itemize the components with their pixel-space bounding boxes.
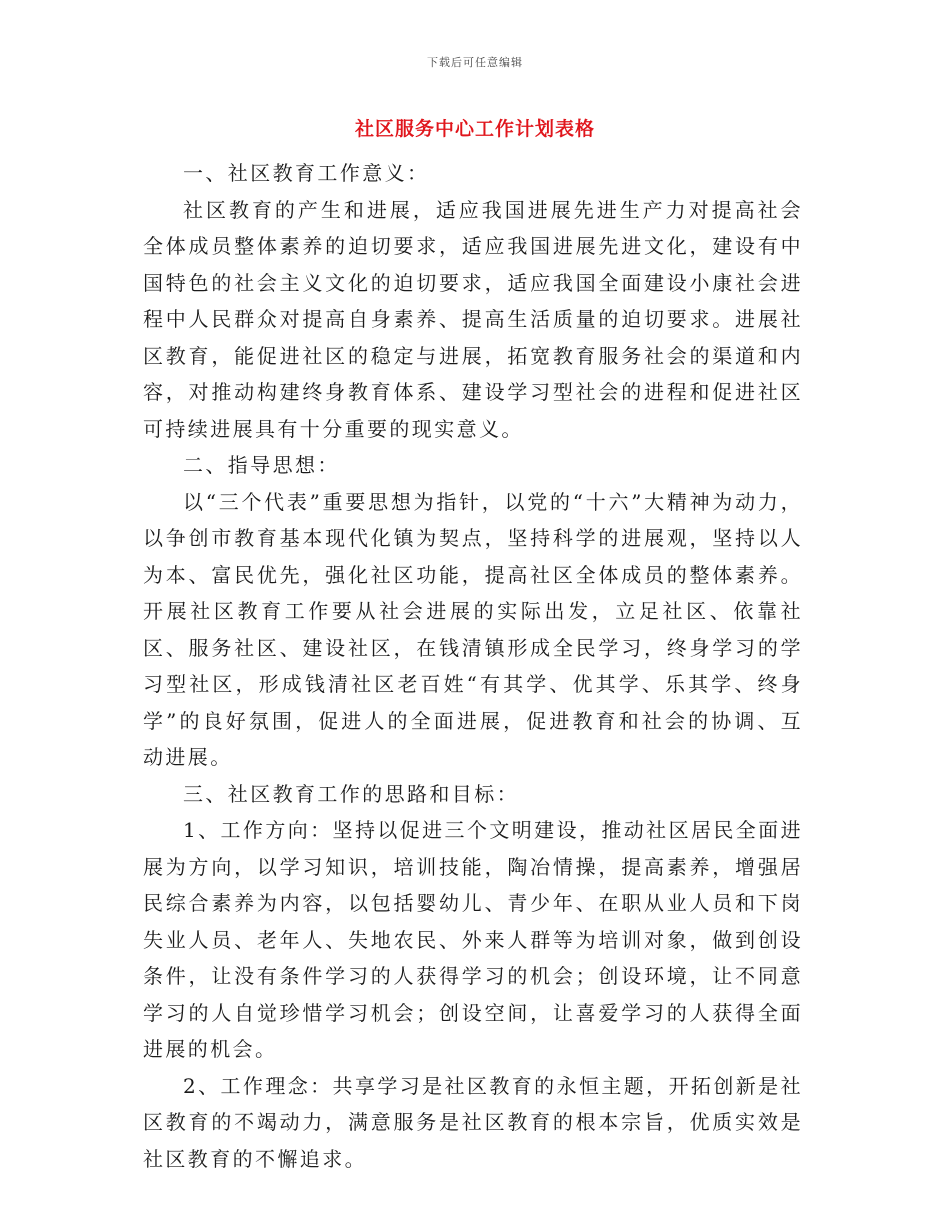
section-heading-guiding-ideology: 二、指导思想：: [183, 453, 340, 477]
paragraph-work-philosophy: 2、工作理念：共享学习是社区教育的永恒主题，开拓创新是社区教育的不竭动力，满意服务是社区教育的根本宗旨，优质实效是社区教育的不懈追求。: [143, 1073, 803, 1171]
header-note: 下载后可任意编辑: [427, 56, 523, 69]
paragraph-significance: 社区教育的产生和进展，适应我国进展先进生产力对提高社会全体成员整体素养的迫切要求，适应我国进展先进文化，建设有中国特色的社会主义文化的迫切要求，适应我国全面建设小康社会进程中人民群众对提高自身素养、提高生活质量的迫切要求。进展社区教育，能促进社区的稳定与进展，拓宽教育服务社会的渠道和内容，对推动构建终身教育体系、建设学习型社会的进程和促进社区可持续进展具有十分重要的现实意义。: [143, 197, 803, 441]
paragraph-work-direction: 1、工作方向：坚持以促进三个文明建设，推动社区居民全面进展为方向，以学习知识，培训技能，陶冶情操，提高素养，增强居民综合素养为内容，以包括婴幼儿、青少年、在职从业人员和下岗失业人员、老年人、失地农民、外来人群等为培训对象，做到创设条件，让没有条件学习的人获得学习的机会；创设环境，让不同意学习的人自觉珍惜学习机会；创设空间，让喜爱学习的人获得全面进展的机会。: [143, 818, 803, 1061]
paragraph-guiding-ideology: 以“三个代表”重要思想为指针，以党的“十六”大精神为动力，以争创市教育基本现代化镇为契点，坚持科学的进展观，坚持以人为本、富民优先，强化社区功能，提高社区全体成员的整体素养。开展社区教育工作要从社会进展的实际出发，立足社区、依靠社区、服务社区、建设社区，在钱清镇形成全民学习，终身学习的学习型社区，形成钱清社区老百姓“有其学、优其学、乐其学、终身学”的良好氛围，促进人的全面进展，促进教育和社会的协调、互动进展。: [143, 489, 803, 769]
section-heading-approach-goals: 三、社区教育工作的思路和目标：: [183, 781, 519, 806]
document-title: 社区服务中心工作计划表格: [354, 118, 595, 140]
section-heading-significance: 一、社区教育工作意义：: [183, 161, 430, 185]
document-body: [143, 155, 803, 1177]
